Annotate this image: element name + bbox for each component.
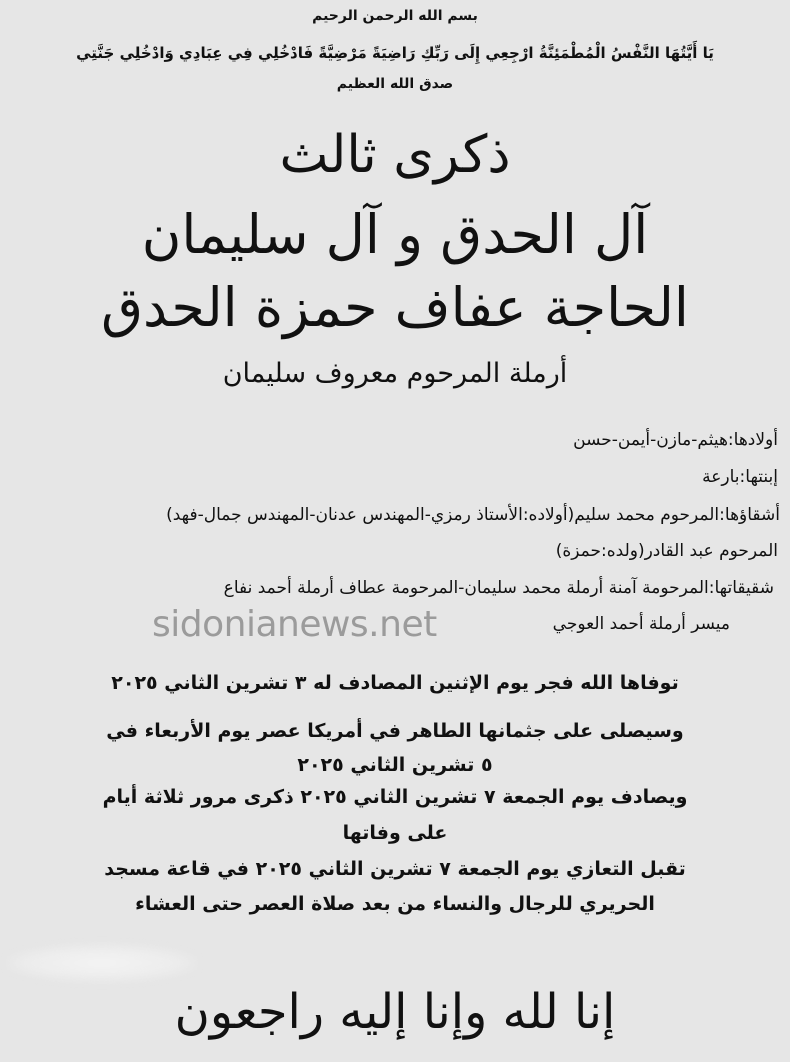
announcement-prayer: وسيصلى على جثمانها الطاهر في أمريكا عصر يوم الأربعاء في: [106, 720, 684, 742]
closing-formula: صدق الله العظيم: [336, 76, 454, 92]
family-brothers-continued: المرحوم عبد القادر(ولده:حمزة): [555, 541, 778, 561]
quran-verse: يَا أَيَّتُهَا النَّفْسُ الْمُطْمَئِنَّةُ ارْجِعِي إِلَى رَبِّكِ رَاضِيَةً مَرْضِيَّةً فَادْخُلِي فِي عِبَادِي وَادْخُلِي جَنَّتِي: [76, 44, 714, 62]
memorial-title: ذكرى ثالث: [279, 125, 511, 185]
site-watermark: sidonianews.net: [152, 604, 437, 645]
announcement-memorial: ويصادف يوم الجمعة ٧ تشرين الثاني ٢٠٢٥ ذكرى مرور ثلاثة أيام: [102, 786, 688, 808]
deceased-name: الحاجة عفاف حمزة الحدق: [101, 276, 689, 339]
announcement-condolences: تقبل التعازي يوم الجمعة ٧ تشرين الثاني ٢٠٢٥ في قاعة مسجد: [104, 858, 686, 880]
family-sisters-continued: ميسر أرملة أحمد العوجي: [552, 614, 730, 634]
family-sons: أولادها:هيثم-مازن-أيمن-حسن: [573, 430, 778, 450]
announcement-death-date: توفاها الله فجر يوم الإثنين المصادف له ٣ تشرين الثاني ٢٠٢٥: [111, 672, 679, 694]
closing-verse: إنا لله وإنا إليه راجعون: [174, 984, 616, 1040]
blurred-area: [4, 944, 200, 982]
family-daughter: إبنتها:بارعة: [702, 467, 778, 487]
family-names-title: آل الحدق و آل سليمان: [141, 203, 649, 266]
announcement-condolences-cont: الحريري للرجال والنساء من بعد صلاة العصر حتى العشاء: [135, 893, 655, 915]
family-brothers: أشقاؤها:المرحوم محمد سليم(أولاده:الأستاذ رمزي-المهندس عدنان-المهندس جمال-فهد): [166, 505, 780, 525]
announcement-memorial-cont: على وفاتها: [342, 822, 448, 844]
announcement-prayer-date: ٥ تشرين الثاني ٢٠٢٥: [297, 754, 493, 776]
deceased-subtitle: أرملة المرحوم معروف سليمان: [222, 358, 568, 389]
basmala: بسم الله الرحمن الرحيم: [312, 8, 478, 24]
family-sisters: شقيقاتها:المرحومة آمنة أرملة محمد سليمان-المرحومة عطاف أرملة أحمد نفاع: [223, 578, 774, 598]
